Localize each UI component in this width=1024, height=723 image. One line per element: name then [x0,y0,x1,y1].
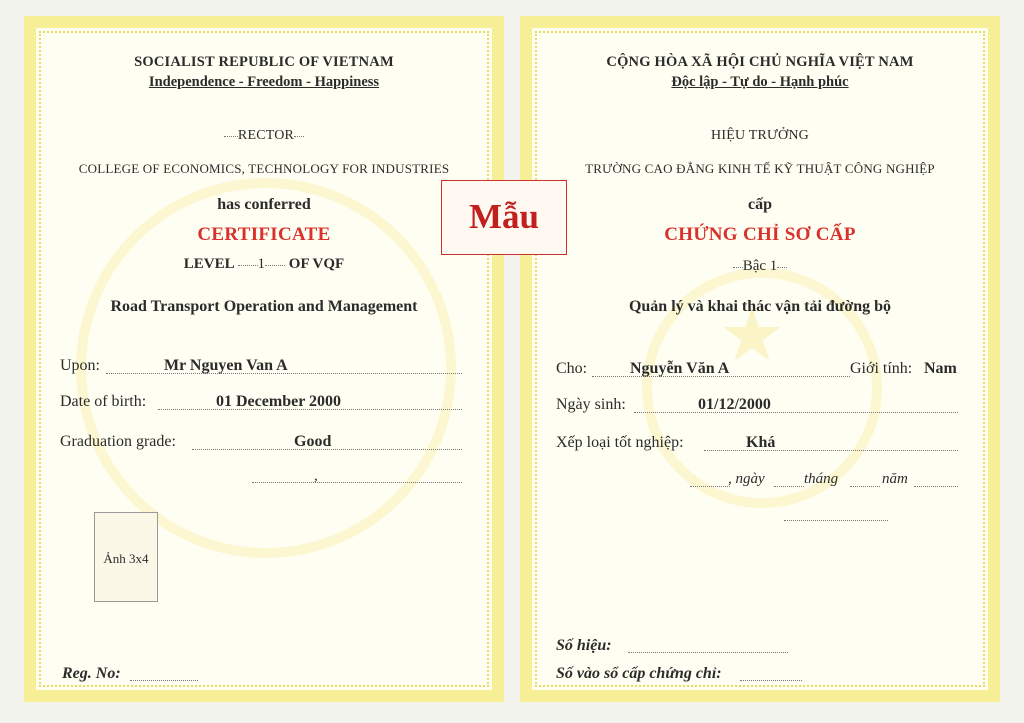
photo-label: Ảnh 3x4 [103,551,149,566]
country-name: SOCIALIST REPUBLIC OF VIETNAM [134,54,394,70]
vietnamese-certificate-page [520,16,1000,702]
level-prefix: LEVEL [183,256,234,272]
upon-value: Mr Nguyen Van A [164,357,288,374]
date-nam: năm [882,471,908,487]
course-name: Road Transport Operation and Management [110,298,418,315]
dob-label: Ngày sinh: [556,396,626,413]
level-suffix: OF VQF [288,256,345,272]
rector-title: RECTOR [237,128,295,143]
motto: Độc lập - Tự do - Hạnh phúc [671,74,849,90]
cho-value: Nguyễn Văn A [630,360,730,377]
motto: Independence - Freedom - Happiness [148,74,380,90]
conferred-text: cấp [748,196,772,213]
gender-label: Giới tính: [850,360,913,377]
course-name: Quản lý và khai thác vận tải đường bộ [628,298,892,315]
date-ngay: , ngày [728,471,765,487]
date-comma: , [314,468,318,484]
upon-label: Upon: [60,357,100,374]
date-thang: tháng [804,471,839,487]
so-vao-so-label: Số vào sổ cấp chứng chỉ: [556,665,722,682]
dob-label: Date of birth: [60,393,147,410]
level-line [36,256,492,273]
cho-label: Cho: [556,360,588,377]
dob-value: 01/12/2000 [698,396,771,413]
grade-label: Xếp loại tốt nghiệp: [556,434,684,451]
photo-placeholder [94,512,158,602]
reg-no-label: Reg. No: [62,665,121,682]
grade-value: Good [294,433,332,450]
rector-title: HIỆU TRƯỞNG [711,128,809,143]
level-text: Bậc 1 [742,258,778,274]
country-name: CỘNG HÒA XÃ HỘI CHỦ NGHĨA VIỆT NAM [606,54,914,70]
gender-value: Nam [924,360,957,377]
sample-stamp: Mẫu [441,180,567,255]
dob-value: 01 December 2000 [216,393,341,410]
certificate-title: CHỨNG CHỈ SƠ CẤP [664,224,856,245]
grade-label: Graduation grade: [60,433,176,450]
college-name: TRƯỜNG CAO ĐẲNG KINH TẾ KỸ THUẬT CÔNG NGHIỆP [585,161,935,176]
college-name: COLLEGE OF ECONOMICS, TECHNOLOGY FOR INDUSTRIES [78,161,450,176]
certificate-title: CERTIFICATE [197,224,331,245]
conferred-text: has conferred [217,196,311,213]
so-hieu-label: Số hiệu: [556,637,612,654]
grade-value: Khá [746,434,776,451]
english-certificate-page [24,16,504,702]
level-number: 1 [257,256,266,272]
